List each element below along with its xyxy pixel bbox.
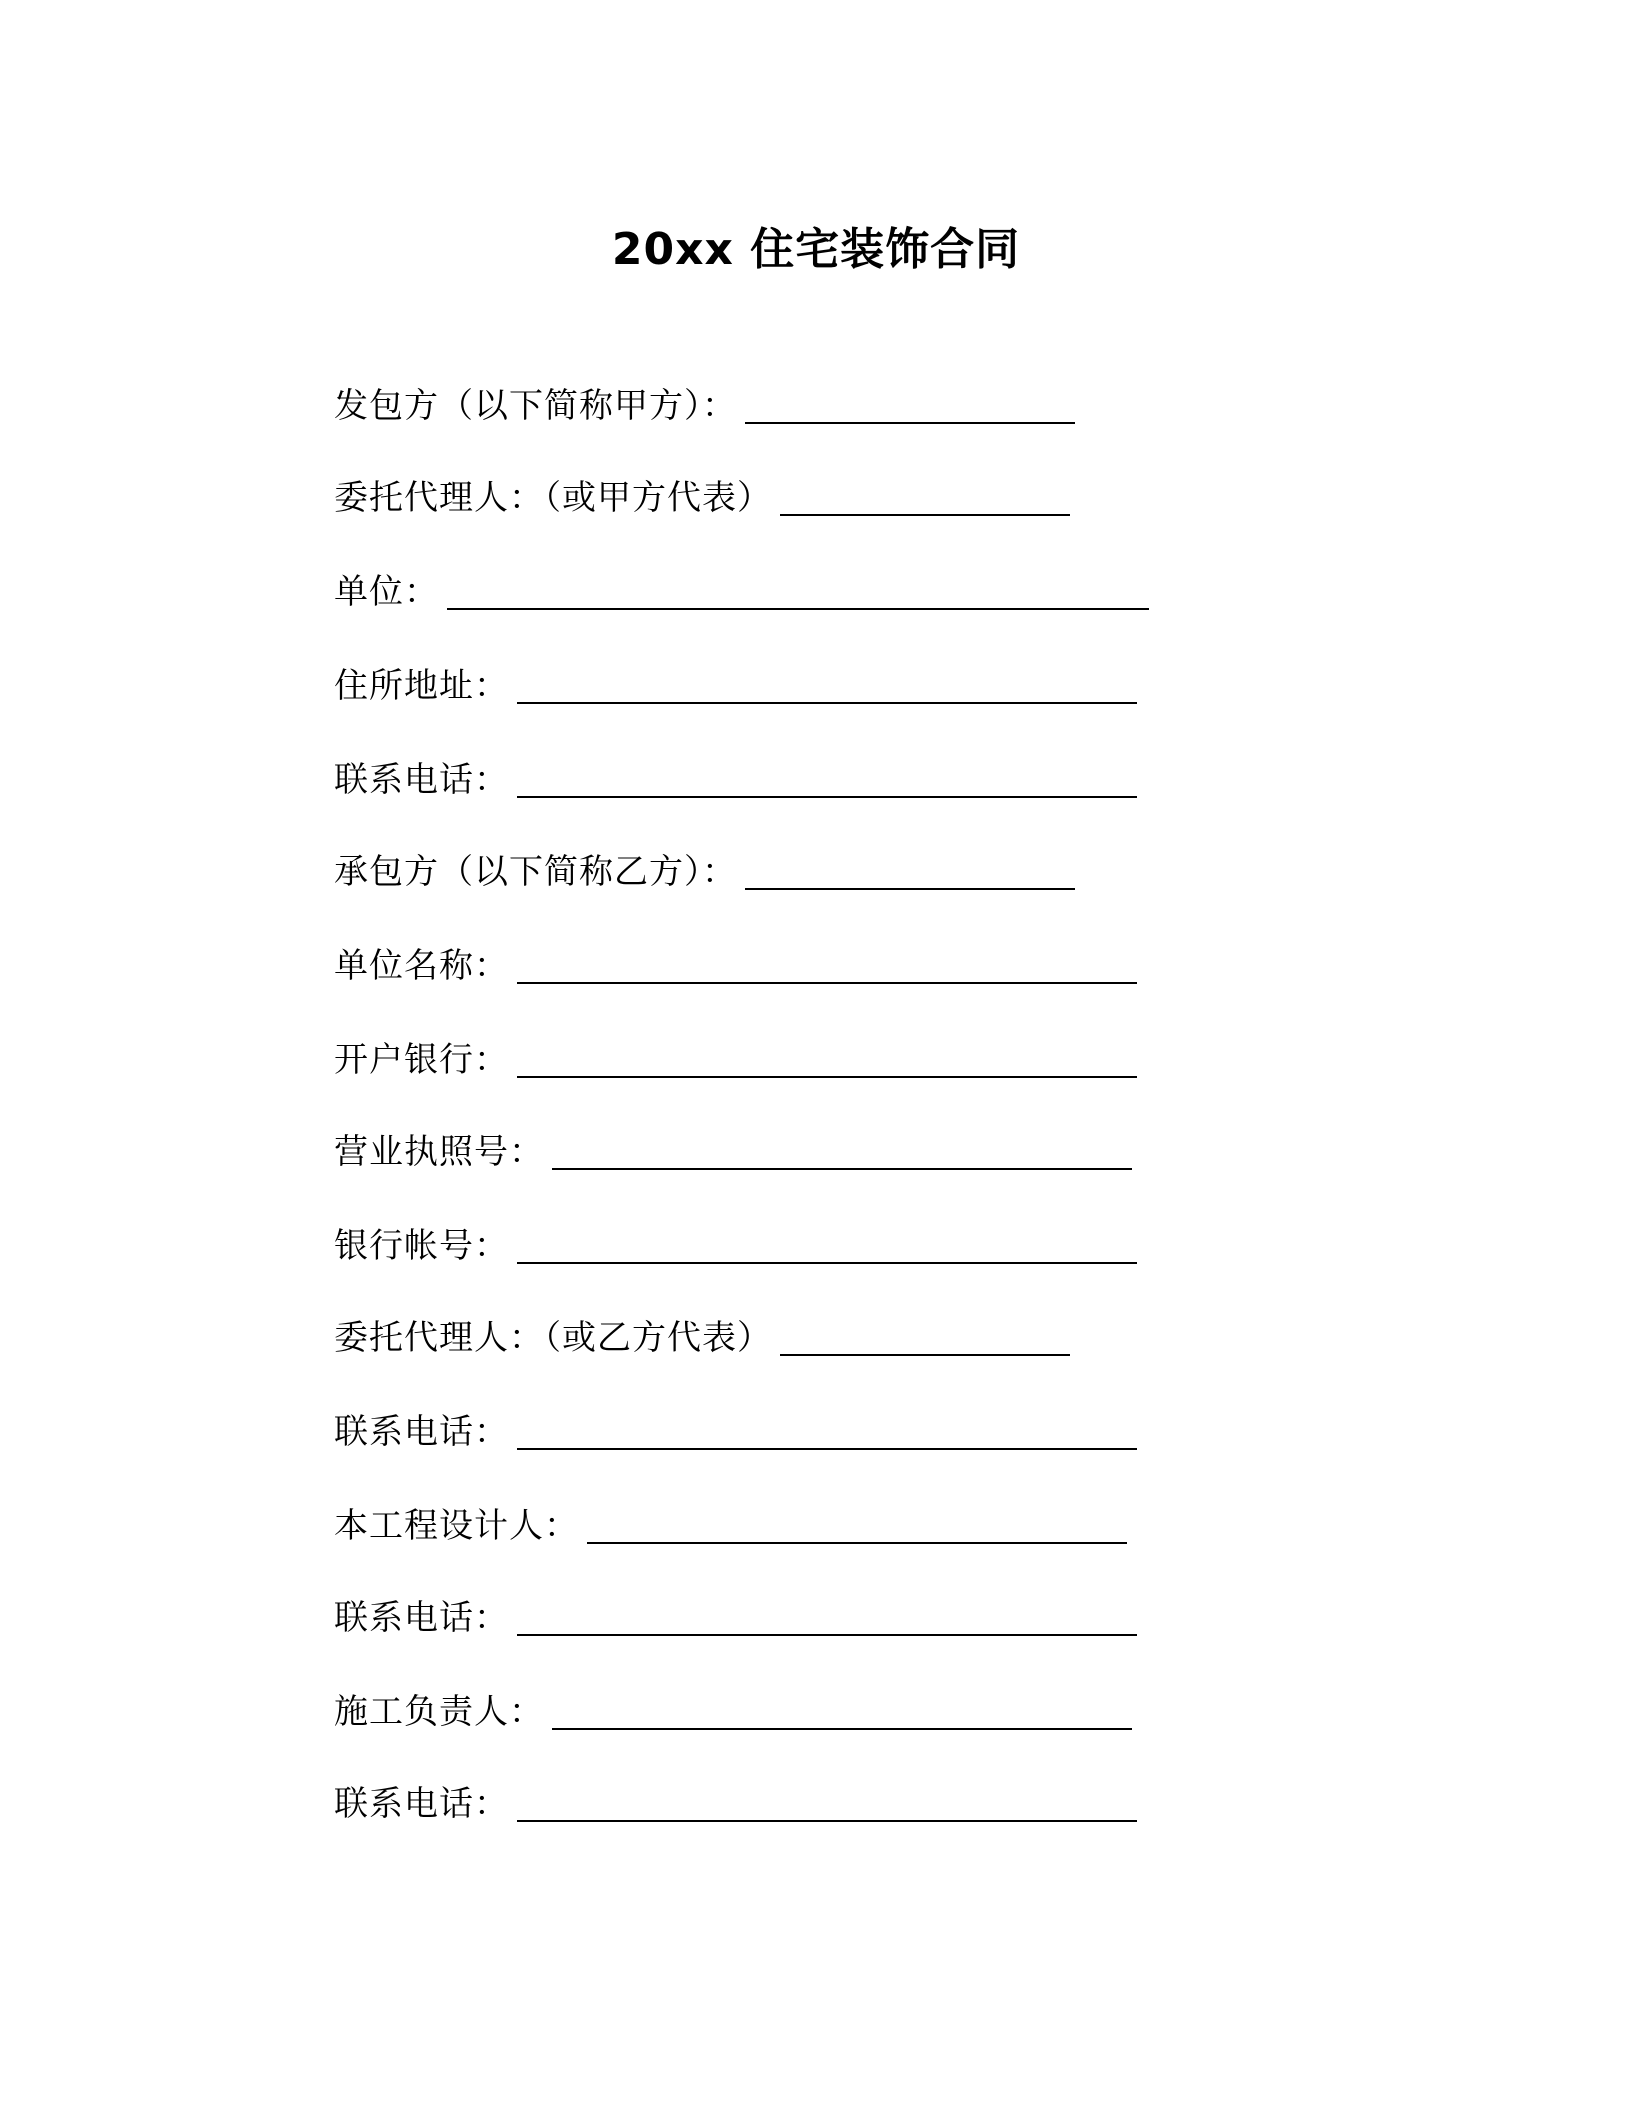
fill-in-blank[interactable] [517,1448,1137,1450]
fill-in-blank[interactable] [745,422,1075,424]
field-label: 单位名称： [334,946,509,986]
fill-in-blank[interactable] [552,1168,1132,1170]
form-line-phone-manager [334,1778,1137,1826]
form-line-bank-account [334,1220,1137,1268]
document-title: 20xx 住宅装饰合同 [611,224,1021,275]
form-line-designer [334,1500,1127,1548]
fill-in-blank[interactable] [587,1542,1127,1544]
form-line-phone-contractor [334,1406,1137,1454]
field-label: 本工程设计人： [334,1506,579,1546]
form-line-business-license [334,1126,1132,1174]
field-label: 开户银行： [334,1040,509,1080]
form-line-contractor-agent [334,1312,1070,1360]
fill-in-blank[interactable] [552,1728,1132,1730]
fill-in-blank[interactable] [517,1262,1137,1264]
fill-in-blank[interactable] [517,982,1137,984]
form-line-bank [334,1034,1137,1082]
form-line-employer [334,380,1075,428]
fill-in-blank[interactable] [745,888,1075,890]
field-label: 联系电话： [334,1412,509,1452]
field-label: 联系电话： [334,1784,509,1824]
field-label: 联系电话： [334,1598,509,1638]
fill-in-blank[interactable] [517,1634,1137,1636]
fill-in-blank[interactable] [517,796,1137,798]
form-line-employer-agent [334,472,1070,520]
fill-in-blank[interactable] [780,1354,1070,1356]
field-label: 单位： [334,572,439,612]
field-label: 施工负责人： [334,1692,544,1732]
field-label: 委托代理人：（或乙方代表） [334,1318,772,1358]
fill-in-blank[interactable] [780,514,1070,516]
fill-in-blank[interactable] [517,1820,1137,1822]
field-label: 委托代理人：（或甲方代表） [334,478,772,518]
field-label: 住所地址： [334,666,509,706]
field-label: 承包方（以下简称乙方）： [334,852,737,892]
form-line-phone-employer [334,754,1137,802]
form-line-contractor [334,846,1075,894]
form-line-construction-manager [334,1686,1132,1734]
field-label: 银行帐号： [334,1226,509,1266]
field-label: 发包方（以下简称甲方）： [334,386,737,426]
field-label: 联系电话： [334,760,509,800]
form-line-phone-designer [334,1592,1137,1640]
form-line-company-name [334,940,1137,988]
fill-in-blank[interactable] [517,1076,1137,1078]
form-line-address [334,660,1137,708]
fill-in-blank[interactable] [517,702,1137,704]
form-line-unit [334,566,1149,614]
field-label: 营业执照号： [334,1132,544,1172]
fill-in-blank[interactable] [447,608,1149,610]
